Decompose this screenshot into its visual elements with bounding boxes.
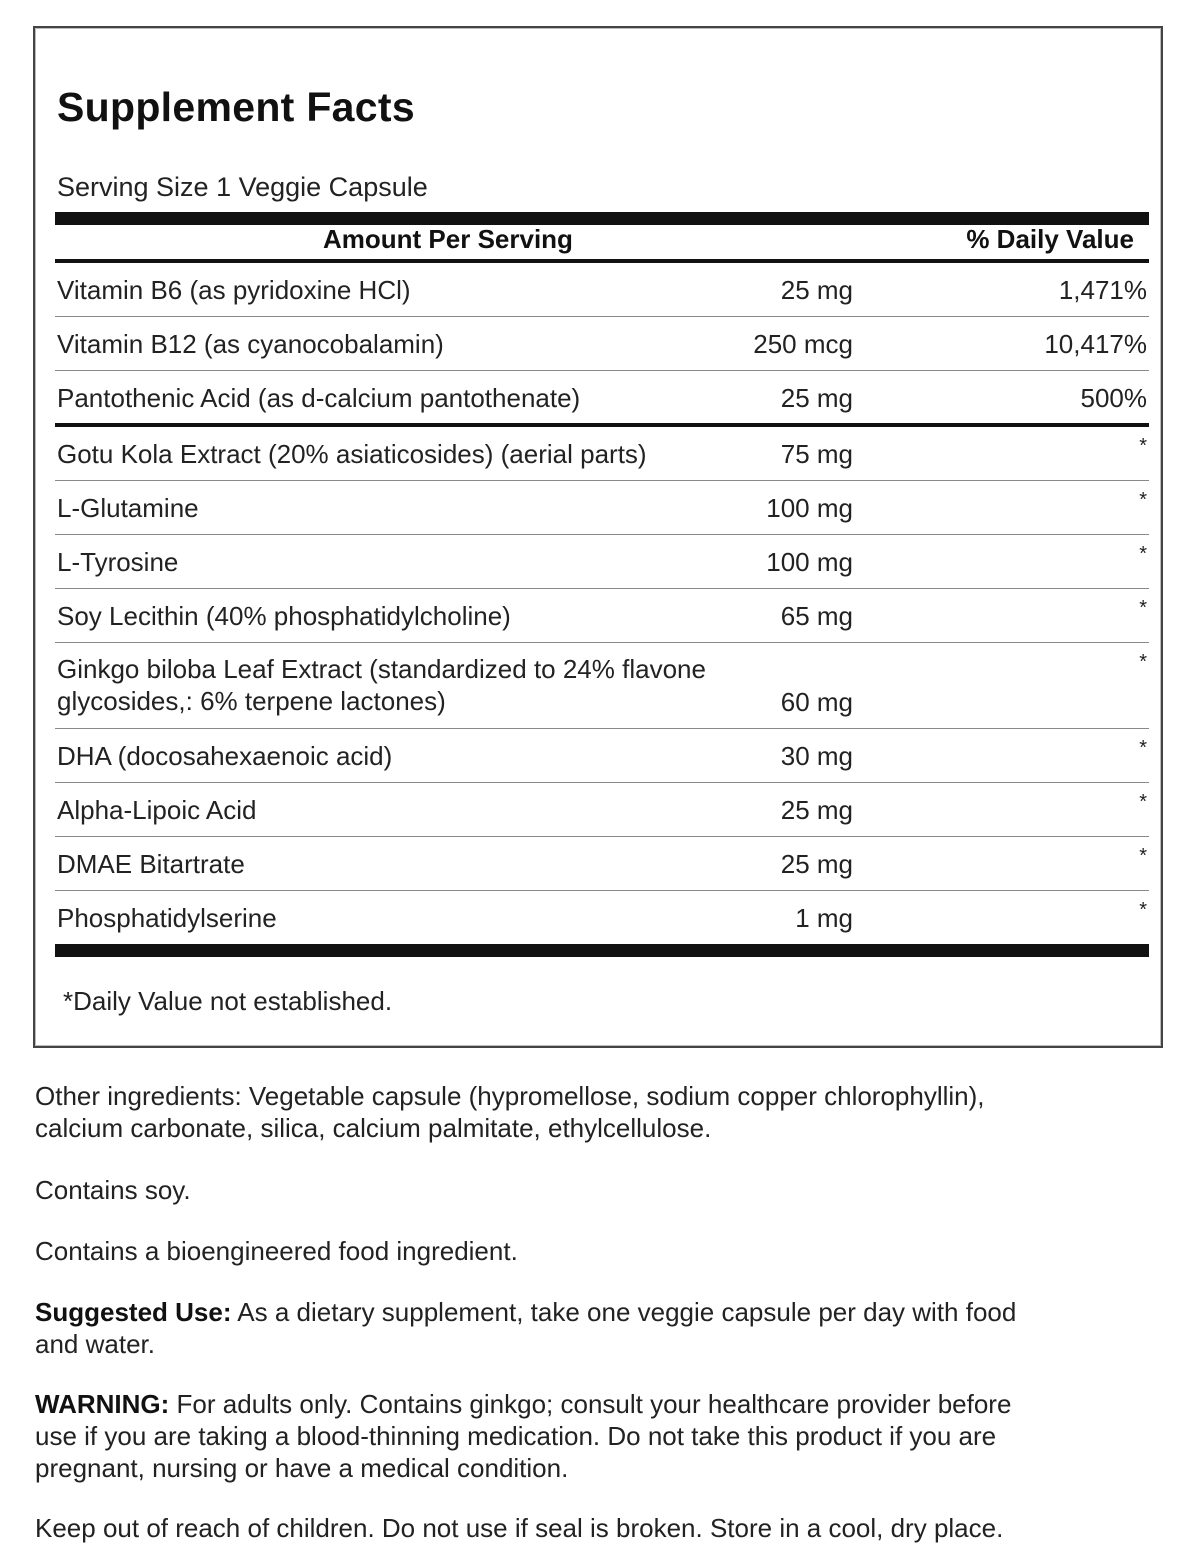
table-row	[55, 263, 1149, 317]
nutrient-amount: 25 mg	[780, 795, 853, 825]
nutrient-name-line-1: Ginkgo biloba Leaf Extract (standardized to 24% flavone	[57, 654, 706, 684]
bioengineered-notice: Contains a bioengineered food ingredient.	[35, 1236, 518, 1266]
nutrient-amount: 60 mg	[780, 687, 853, 717]
warning-text-1: For adults only. Contains ginkgo; consult your healthcare provider before	[169, 1389, 1012, 1419]
nutrient-name: Pantothenic Acid (as d-calcium pantothenate)	[57, 383, 581, 413]
other-ingredients-line-1: Other ingredients: Vegetable capsule (hypromellose, sodium copper chlorophyllin),	[35, 1081, 985, 1111]
nutrient-dv: *	[1139, 543, 1147, 565]
nutrient-name: DHA (docosahexaenoic acid)	[57, 741, 393, 771]
daily-value-footnote: *Daily Value not established.	[63, 986, 393, 1016]
table-row	[55, 783, 1149, 837]
nutrient-amount: 30 mg	[780, 741, 853, 771]
table-row	[55, 589, 1149, 643]
nutrient-name-line-2: glycosides,: 6% terpene lactones)	[57, 686, 446, 716]
suggested-use-label: Suggested Use:	[35, 1297, 232, 1327]
nutrient-dv: *	[1139, 899, 1147, 921]
nutrient-amount: 25 mg	[780, 383, 853, 413]
nutrient-dv: 10,417%	[1044, 329, 1147, 359]
table-row	[55, 481, 1149, 535]
nutrient-name	[57, 653, 706, 717]
nutrient-dv: *	[1139, 597, 1147, 619]
nutrient-dv: *	[1139, 845, 1147, 867]
nutrient-amount: 25 mg	[780, 849, 853, 879]
nutrient-dv: *	[1139, 791, 1147, 813]
contains-soy: Contains soy.	[35, 1175, 191, 1205]
nutrient-amount: 1 mg	[795, 903, 853, 933]
warning-text-2: use if you are taking a blood-thinning medication. Do not take this product if you are	[35, 1421, 997, 1451]
supplement-facts-panel	[33, 26, 1163, 1048]
table-row	[55, 729, 1149, 783]
nutrient-amount: 75 mg	[780, 439, 853, 469]
nutrient-name: Alpha-Lipoic Acid	[57, 795, 257, 825]
nutrient-name: L-Glutamine	[57, 493, 199, 523]
nutrient-amount: 100 mg	[766, 493, 853, 523]
nutrient-amount: 65 mg	[780, 601, 853, 631]
nutrient-dv: *	[1139, 489, 1147, 511]
nutrient-dv: 1,471%	[1058, 275, 1147, 305]
bottom-thick-rule	[55, 944, 1149, 957]
nutrient-name: DMAE Bitartrate	[57, 849, 245, 879]
serving-size: Serving Size 1 Veggie Capsule	[57, 172, 428, 202]
header-amount-per-serving: Amount Per Serving	[323, 224, 573, 254]
nutrient-name: Gotu Kola Extract (20% asiaticosides) (aerial parts)	[57, 439, 647, 469]
nutrient-amount: 25 mg	[780, 275, 853, 305]
table-row	[55, 427, 1149, 481]
nutrient-dv: *	[1139, 651, 1147, 673]
nutrient-name: Phosphatidylserine	[57, 903, 277, 933]
suggested-use-text-1: As a dietary supplement, take one veggie capsule per day with food	[231, 1297, 1017, 1327]
table-row	[55, 535, 1149, 589]
nutrient-amount: 250 mcg	[753, 329, 853, 359]
nutrient-dv: 500%	[1080, 383, 1147, 413]
nutrient-name: Soy Lecithin (40% phosphatidylcholine)	[57, 601, 511, 631]
table-row	[55, 837, 1149, 891]
other-ingredients	[35, 1080, 1155, 1144]
other-ingredients-line-2: calcium carbonate, silica, calcium palmitate, ethylcellulose.	[35, 1113, 712, 1143]
table-row	[55, 317, 1149, 371]
nutrient-amount: 100 mg	[766, 547, 853, 577]
warning-label: WARNING:	[35, 1389, 170, 1419]
warning	[35, 1388, 1155, 1484]
storage-notice: Keep out of reach of children. Do not use if seal is broken. Store in a cool, dry place.	[35, 1513, 1004, 1543]
warning-text-3: pregnant, nursing or have a medical condition.	[35, 1453, 569, 1483]
header-daily-value: % Daily Value	[966, 224, 1134, 254]
nutrient-name: Vitamin B12 (as cyanocobalamin)	[57, 329, 444, 359]
suggested-use-text-2: and water.	[35, 1329, 155, 1359]
nutrient-name: L-Tyrosine	[57, 547, 179, 577]
table-row	[55, 643, 1149, 729]
nutrient-dv: *	[1139, 737, 1147, 759]
nutrient-dv: *	[1139, 435, 1147, 457]
facts-title: Supplement Facts	[57, 84, 415, 130]
suggested-use	[35, 1296, 1155, 1360]
table-row	[55, 371, 1149, 425]
table-row	[55, 891, 1149, 945]
nutrient-name: Vitamin B6 (as pyridoxine HCl)	[57, 275, 411, 305]
